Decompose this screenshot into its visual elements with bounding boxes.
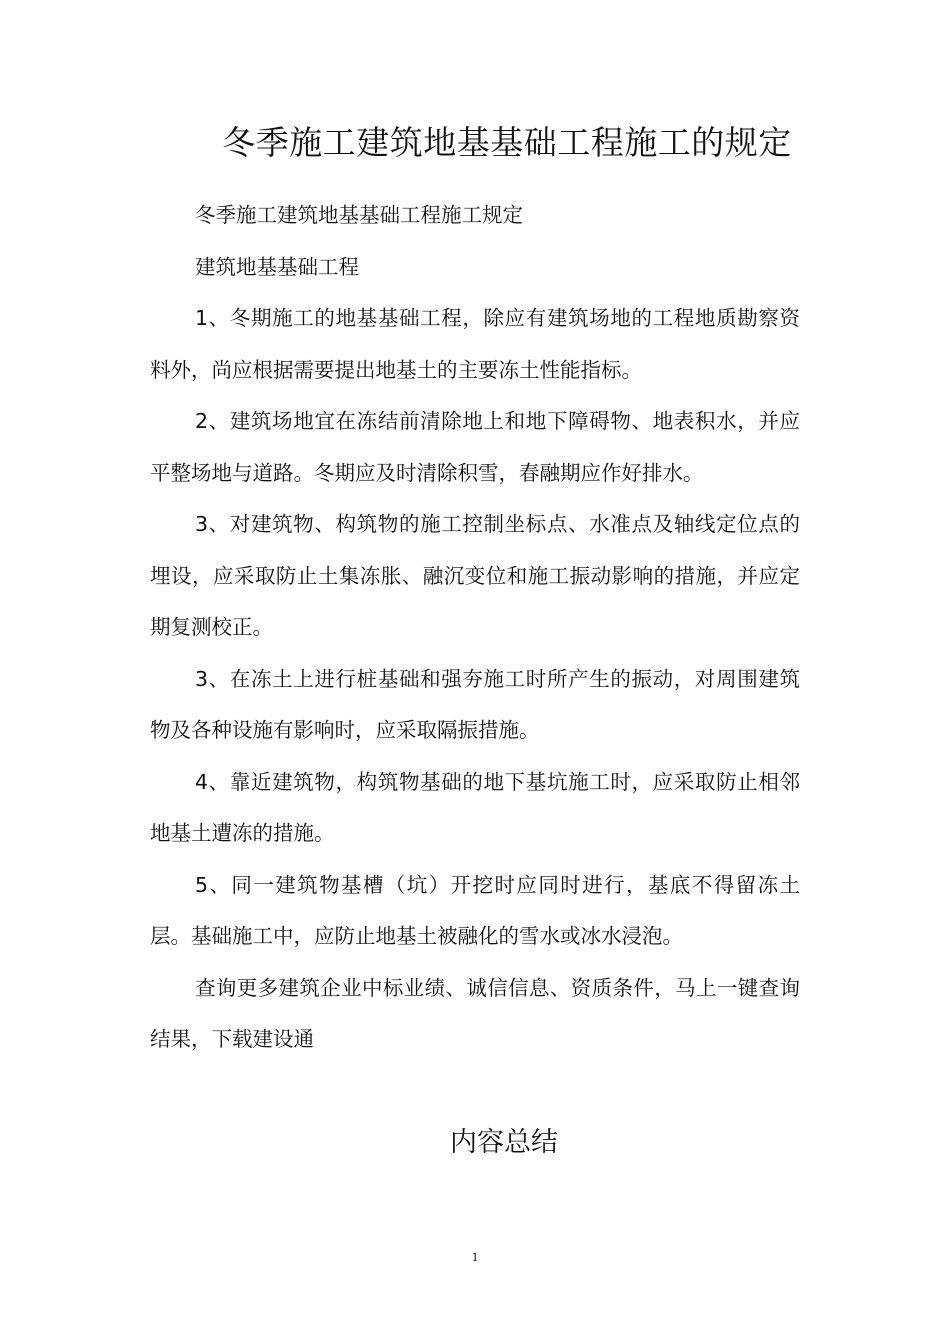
paragraph-item-3a: 3、对建筑物、构筑物的施工控制坐标点、水准点及轴线定位点的埋设，应采取防止土集冻胀、融沉变位和施工振动影响的措施，并应定期复测校正。 (150, 512, 800, 639)
paragraph-item-1: 1、冬期施工的地基基础工程，除应有建筑场地的工程地质勘察资料外，尚应根据需要提出地基土的主要冻土性能指标。 (150, 306, 800, 382)
document-title: 冬季施工建筑地基基础工程施工的规定 (222, 123, 792, 162)
paragraph-item-2: 2、建筑场地宜在冻结前清除地上和地下障碍物、地表积水，并应平整场地与道路。冬期应及时清除积雪，春融期应作好排水。 (150, 409, 800, 485)
paragraph-item-5: 5、同一建筑物基槽（坑）开挖时应同时进行，基底不得留冻土层。基础施工中，应防止地基土被融化的雪水或冰水浸泡。 (150, 872, 800, 948)
paragraph-item-3b: 3、在冻土上进行桩基础和强夯施工时所产生的振动，对周围建筑物及各种设施有影响时，应采取隔振措施。 (150, 666, 800, 742)
paragraph-promo: 查询更多建筑企业中标业绩、诚信信息、资质条件，马上一键查询结果，下载建设通 (150, 975, 800, 1051)
summary-heading: 内容总结 (450, 1127, 558, 1158)
paragraph-subtitle: 冬季施工建筑地基基础工程施工规定 (195, 203, 523, 227)
document-body (150, 190, 800, 1066)
page-number: 1 (471, 1249, 479, 1264)
paragraph-section-heading: 建筑地基基础工程 (195, 254, 359, 279)
paragraph-item-4: 4、靠近建筑物，构筑物基础的地下基坑施工时，应采取防止相邻地基土遭冻的措施。 (150, 769, 800, 845)
